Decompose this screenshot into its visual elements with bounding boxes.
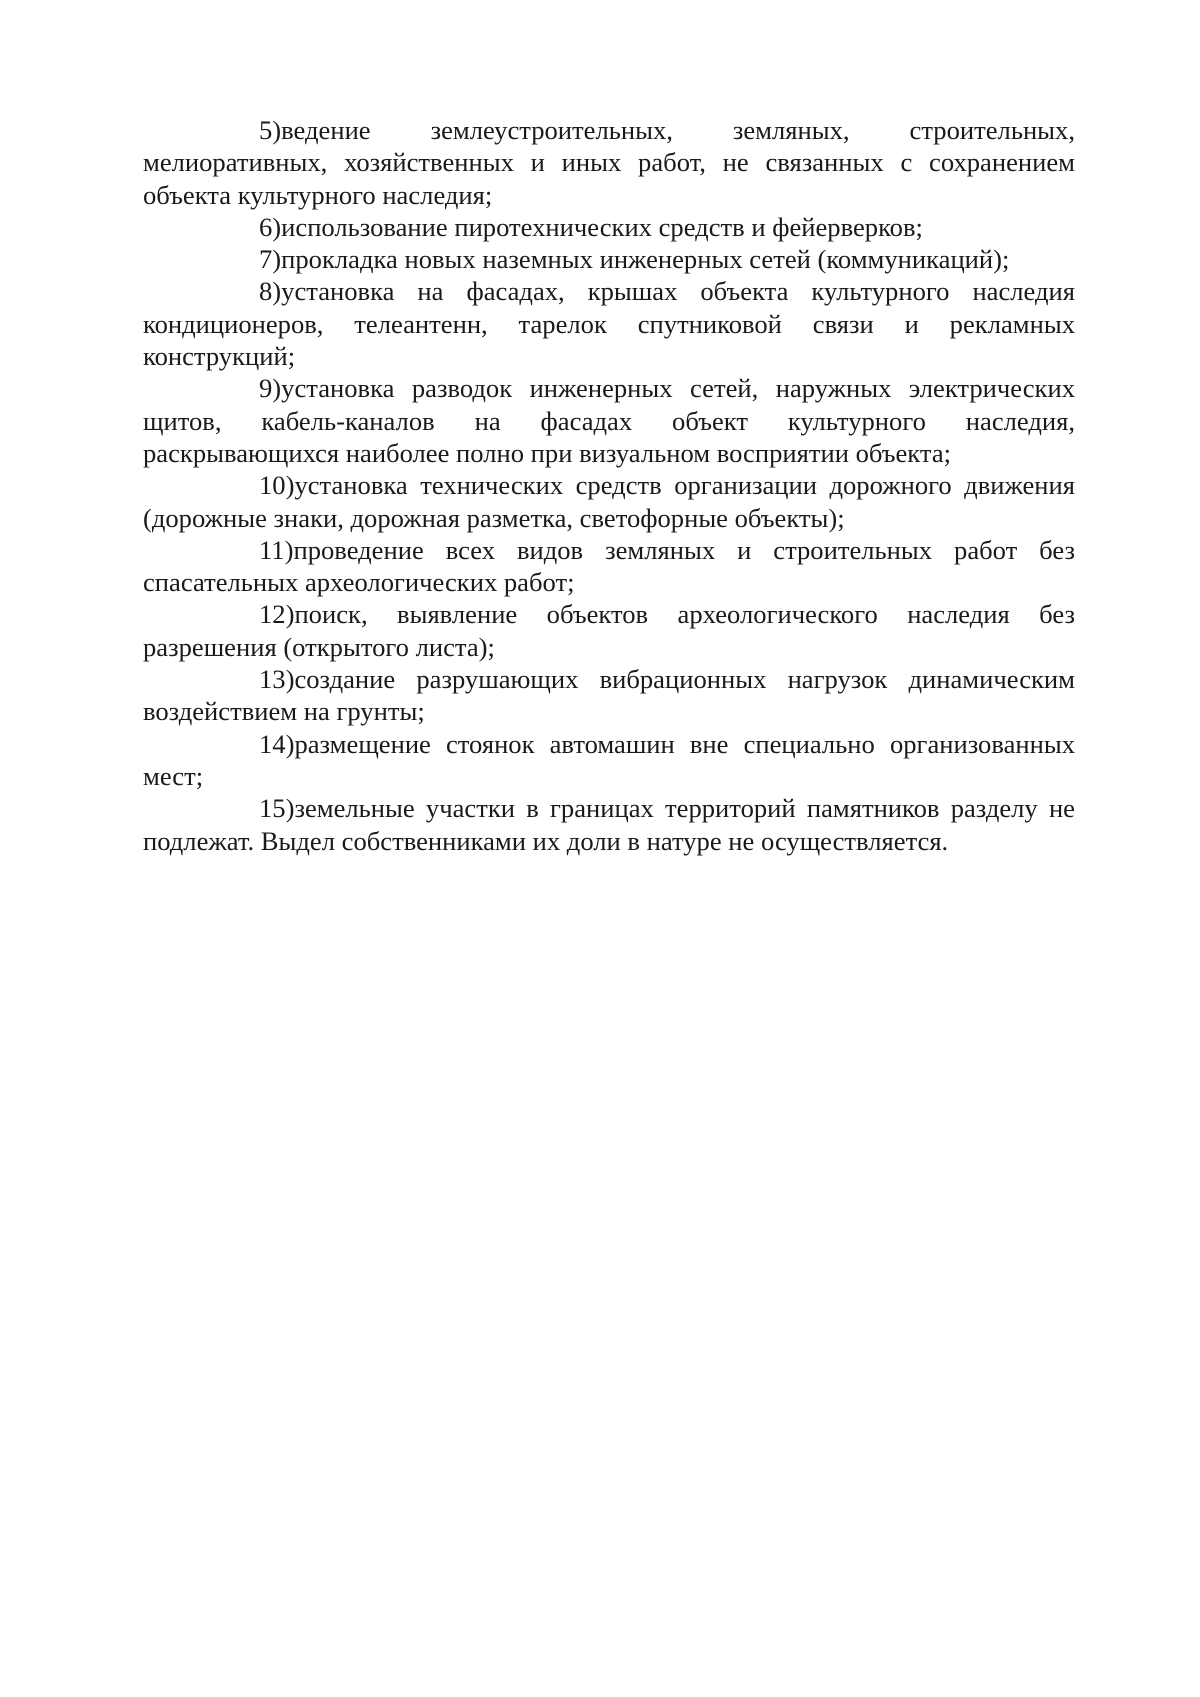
list-item xyxy=(143,211,1075,243)
item-text: ведение землеустроительных, земляных, строительных, мелиоративных, хозяйственных и иных работ, не связанных с сохранением объекта культурного наследия; xyxy=(143,115,1075,210)
item-number: 6) xyxy=(259,211,282,242)
list-item xyxy=(143,792,1075,857)
item-text: создание разрушающих вибрационных нагрузок динамическим воздействием на грунты; xyxy=(143,664,1075,727)
list-item xyxy=(143,372,1075,469)
item-text: установка на фасадах, крышах объекта культурного наследия кондиционеров, телеантенн, тарелок спутниковой связи и рекламных конструкций; xyxy=(143,276,1075,372)
item-number: 13) xyxy=(259,664,295,695)
item-text: установка технических средств организации дорожного движения (дорожные знаки, дорожная разметка, светофорные объекты); xyxy=(143,470,1075,533)
item-text: поиск, выявление объектов археологического наследия без разрешения (открытого листа); xyxy=(143,599,1075,662)
item-text: прокладка новых наземных инженерных сетей (коммуникаций); xyxy=(281,244,1010,275)
item-number: 11) xyxy=(259,534,294,565)
list-item xyxy=(143,598,1075,663)
item-text: размещение стоянок автомашин вне специально организованных мест; xyxy=(143,728,1075,791)
item-number: 5) xyxy=(259,115,282,145)
list-item xyxy=(143,663,1075,728)
item-number: 15) xyxy=(259,793,295,824)
list-item xyxy=(143,275,1075,372)
item-number: 12) xyxy=(259,599,295,630)
item-text: установка разводок инженерных сетей, наружных электрических щитов, кабель-каналов на фасадах объект культурного наследия, раскрывающихся наиболее полно при визуальном восприятии объекта; xyxy=(143,373,1075,468)
list-item xyxy=(143,243,1075,275)
item-number: 7) xyxy=(259,244,282,275)
list-item xyxy=(143,114,1075,211)
item-number: 9) xyxy=(259,373,282,404)
list-item xyxy=(143,469,1075,534)
item-text: земельные участки в границах территорий памятников разделу не подлежат. Выдел собственниками их доли в натуре не осуществляется. xyxy=(143,793,1075,856)
item-number: 14) xyxy=(259,728,295,759)
list-item xyxy=(143,728,1075,793)
item-text: использование пиротехнических средств и фейерверков; xyxy=(281,211,923,242)
list-item xyxy=(143,534,1075,599)
list-body xyxy=(143,114,1075,857)
item-number: 10) xyxy=(259,470,295,501)
item-text: проведение всех видов земляных и строительных работ без спасательных археологических работ; xyxy=(143,534,1075,598)
item-number: 8) xyxy=(259,276,282,307)
